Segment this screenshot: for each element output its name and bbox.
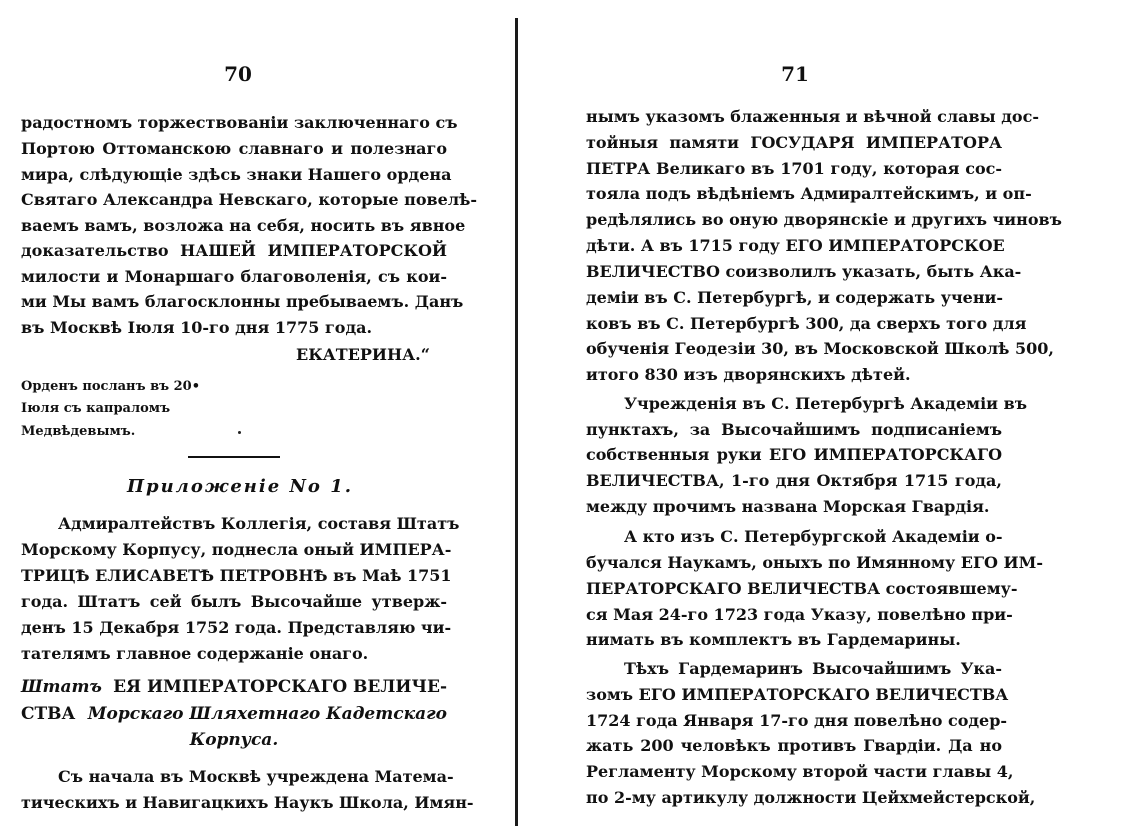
text-line: обученія Геодезіи 30, въ Московской Школѣ 500, [586, 339, 1054, 358]
text-line: денъ 15 Декабря 1752 года. Представляю чи- [21, 618, 452, 637]
text-line: доказательство НАШЕЙ ИМПЕРАТОРСКОЙ [21, 241, 447, 260]
text-line: редѣлялись во оную дворянскіе и другихъ чиновъ [586, 210, 1062, 229]
text-line: итого 830 изъ дворянскихъ дѣтей. [586, 365, 911, 384]
text-line: ВЕЛИЧЕСТВА, 1-го дня Октября 1715 года, [586, 471, 1002, 490]
text-line: нымъ указомъ блаженныя и вѣчной славы дос- [586, 107, 1039, 126]
section-divider [188, 456, 280, 458]
text-line: ПЕРАТОРСКАГО ВЕЛИЧЕСТВА состоявшему- [586, 579, 1018, 598]
text-line: ковъ въ С. Петербургѣ 300, да сверхъ того для [586, 314, 1027, 333]
state-heading-part: СТВА [21, 704, 76, 724]
text-line: мира, слѣдующіе здѣсь знаки Нашего ордена [21, 165, 452, 184]
text-line: собственныя руки ЕГО ИМПЕРАТОРСКАГО [586, 445, 1002, 464]
state-heading-line-1 [21, 676, 447, 698]
text-line: Тѣхъ Гардемаринъ Высочайшимъ Ука- [624, 659, 1002, 678]
text-line: ПЕТРА Великаго въ 1701 году, которая сос- [586, 159, 1002, 178]
text-line: ТРИЦѢ ЕЛИСАВЕТѢ ПЕТРОВНѢ въ Маѣ 1751 [21, 566, 452, 585]
state-heading-word: Штатъ [21, 677, 102, 697]
text-line: дѣти. А въ 1715 году ЕГО ИМПЕРАТОРСКОЕ [586, 236, 1005, 255]
text-line: Морскому Корпусу, поднесла оный ИМПЕРА- [21, 540, 452, 559]
text-line: Съ начала въ Москвѣ учреждена Матема- [58, 767, 454, 786]
text-line: Святаго Александра Невскаго, которые повелѣ- [21, 190, 477, 209]
text-line: зомъ ЕГО ИМПЕРАТОРСКАГО ВЕЛИЧЕСТВА [586, 685, 1009, 704]
text-line: ваемъ вамъ, возложа на себя, носить въ явное [21, 216, 466, 235]
text-line: года. Штатъ сей былъ Высочайше утверж- [21, 592, 447, 611]
text-line: Учрежденія въ С. Петербургѣ Академіи въ [624, 394, 1027, 413]
text-line: тическихъ и Навигацкихъ Наукъ Школа, Имян- [21, 793, 474, 812]
text-line: Адмиралтействъ Коллегія, составя Штатъ [58, 514, 460, 533]
text-line: милости и Монаршаго благоволенія, съ кои- [21, 267, 447, 286]
state-heading-line-2 [21, 703, 447, 725]
text-line: деміи въ С. Петербургѣ, и содержать учени- [586, 288, 1004, 307]
text-line: тояла подъ вѣдѣніемъ Адмиралтейскимъ, и оп- [586, 184, 1032, 203]
note-line: Іюля съ капраломъ [21, 401, 171, 416]
text-line: радостномъ торжествованіи заключеннаго съ [21, 113, 458, 132]
text-line: А кто изъ С. Петербургской Академіи о- [624, 527, 1003, 546]
page-number-left: 70 [224, 62, 252, 86]
text-line: тойныя памяти ГОСУДАРЯ ИМПЕРАТОРА [586, 133, 1002, 152]
text-line: нимать въ комплектъ въ Гардемарины. [586, 630, 961, 649]
text-line: жать 200 человѣкъ противъ Гвардіи. Да но [586, 736, 1002, 755]
state-heading-line-3: Корпуса. [189, 730, 279, 750]
text-line: 1724 года Января 17-го дня повелѣно содер- [586, 711, 1008, 730]
state-heading-rest: ЕЯ ИМПЕРАТОРСКАГО ВЕЛИЧЕ- [113, 677, 447, 697]
text-line: тателямъ главное содержаніе онаго. [21, 644, 369, 663]
text-line: Регламенту Морскому второй части главы 4, [586, 762, 1014, 781]
text-line: ВЕЛИЧЕСТВО соизволилъ указать, быть Ака- [586, 262, 1022, 281]
page-number-right: 71 [781, 62, 809, 86]
note-line: Медвѣдевымъ. [21, 424, 136, 439]
ink-speck [238, 431, 241, 434]
signature: ЕКАТЕРИНА.“ [296, 345, 430, 364]
text-line: Портою Оттоманскою славнаго и полезнаго [21, 139, 447, 158]
text-line: въ Москвѣ Іюля 10-го дня 1775 года. [21, 318, 373, 337]
text-line: ся Мая 24-го 1723 года Указу, повелѣно при- [586, 605, 1013, 624]
left-page [0, 0, 516, 826]
text-line: пунктахъ, за Высочайшимъ подписаніемъ [586, 420, 1002, 439]
text-line: по 2-му артикулу должности Цейхмейстерской, [586, 788, 1036, 807]
text-line: бучался Наукамъ, оныхъ по Имянному ЕГО ИМ- [586, 553, 1043, 572]
state-heading-part: Морскаго Шляхетнаго Кадетскаго [87, 704, 447, 724]
text-line: ми Мы вамъ благосклонны пребываемъ. Данъ [21, 292, 464, 311]
book-gutter [515, 18, 518, 826]
text-line: между прочимъ названа Морская Гвардія. [586, 497, 990, 516]
appendix-title: Приложеніе No 1. [126, 476, 353, 497]
right-page [521, 0, 1140, 826]
note-line: Орденъ посланъ въ 20• [21, 379, 200, 394]
